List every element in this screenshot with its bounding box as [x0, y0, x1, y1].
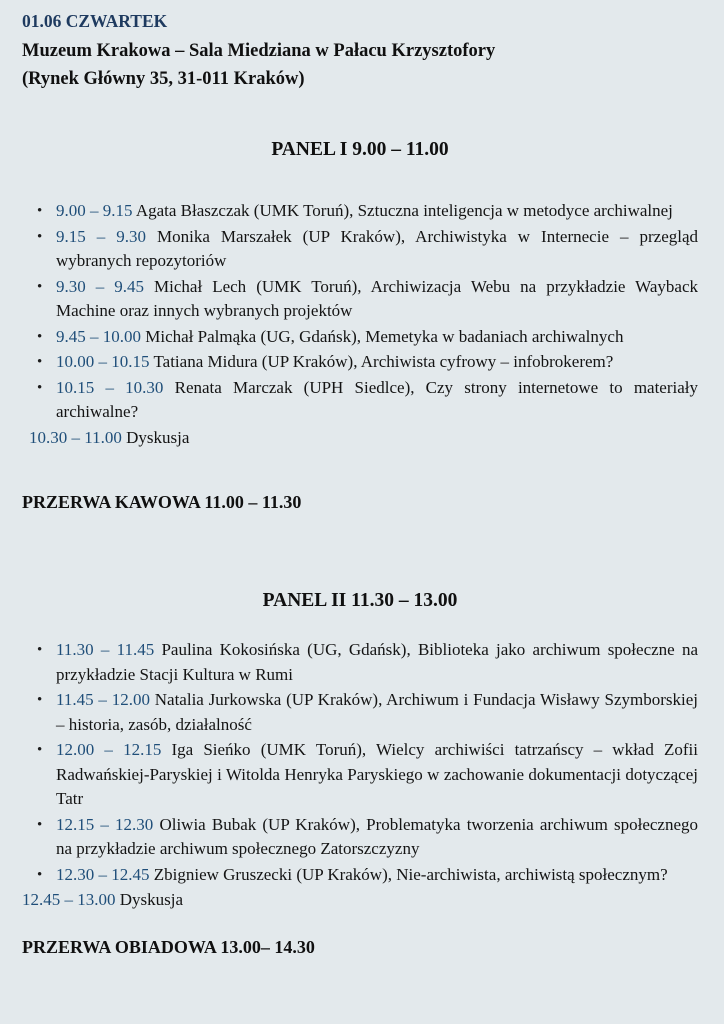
discussion-label: Dyskusja — [119, 890, 184, 909]
lunch-break-heading: PRZERWA OBIADOWA 13.00– 14.30 — [22, 936, 315, 957]
panel2-discussion — [22, 888, 698, 913]
venue-block — [22, 37, 698, 93]
session-text: Iga Sieńko (UMK Toruń), Wielcy archiwiści tatrzańscy – wkład Zofii Radwańskiej-Paryskiej i Witolda Henryka Paryskiego w zachowanie dokumentacji dotyczącej Tatr — [56, 740, 698, 808]
session-text: Oliwia Bubak (UP Kraków), Problematyka tworzenia archiwum społecznego na przykładzie archiwum społecznego Zatorszczyzny — [56, 814, 699, 858]
session-time: 10.15 – 10.30 — [56, 377, 164, 397]
coffee-break-heading: PRZERWA KAWOWA 11.00 – 11.30 — [22, 492, 302, 512]
session-text: Monika Marszałek (UP Kraków), Archiwistyka w Internecie – przegląd wybranych repozytoriów — [56, 226, 699, 270]
session-time: 9.30 – 9.45 — [56, 276, 145, 296]
discussion-time: 10.30 – 11.00 — [29, 427, 122, 447]
session-time: 9.15 – 9.30 — [56, 226, 146, 246]
session-item — [35, 863, 698, 888]
session-item — [35, 688, 698, 737]
session-text: Renata Marczak (UPH Siedlce), Czy strony internetowe to materiały archiwalne? — [56, 377, 699, 421]
session-time: 12.30 – 12.45 — [56, 864, 150, 884]
session-time: 11.30 – 11.45 — [56, 640, 155, 659]
session-item — [35, 350, 698, 375]
session-time: 10.00 – 10.15 — [56, 352, 150, 371]
session-item — [35, 225, 698, 274]
panel1-discussion — [29, 426, 698, 451]
session-text: Michał Palmąka (UG, Gdańsk), Memetyka w badaniach archiwalnych — [145, 326, 624, 346]
session-item — [35, 325, 698, 350]
panel2-session-list — [22, 638, 698, 887]
venue-name: Muzeum Krakowa – Sala Miedziana w Pałacu Krzysztofory — [22, 41, 496, 61]
session-time: 9.00 – 9.15 — [56, 201, 133, 220]
session-text: Michał Lech (UMK Toruń), Archiwizacja Webu na przykładzie Wayback Machine oraz innych wybranych projektów — [56, 276, 699, 320]
session-item — [35, 638, 698, 687]
session-item — [35, 738, 698, 812]
discussion-time: 12.45 – 13.00 — [22, 890, 116, 909]
session-time: 9.45 – 10.00 — [56, 326, 141, 346]
session-item — [35, 199, 698, 224]
session-item — [35, 275, 698, 324]
session-text: Tatiana Midura (UP Kraków), Archiwista cyfrowy – infobrokerem? — [153, 352, 614, 371]
panel2-title: PANEL II 11.30 – 13.00 — [262, 590, 458, 611]
session-item — [35, 813, 698, 862]
session-text: Paulina Kokosińska (UG, Gdańsk), Biblioteka jako archiwum społeczne na przykładzie Stacji Kultura w Rumi — [56, 640, 698, 684]
date-heading: 01.06 CZWARTEK — [22, 11, 168, 31]
session-time: 11.45 – 12.00 — [56, 690, 150, 709]
panel1-title: PANEL I 9.00 – 11.00 — [271, 139, 449, 160]
session-item — [35, 376, 698, 425]
venue-address: (Rynek Główny 35, 31-011 Kraków) — [22, 69, 305, 89]
session-time: 12.00 – 12.15 — [56, 740, 162, 759]
session-time: 12.15 – 12.30 — [56, 814, 154, 834]
discussion-label: Dyskusja — [126, 427, 190, 447]
session-text: Natalia Jurkowska (UP Kraków), Archiwum i Fundacja Wisławy Szymborskiej – historia, zasób, działalność — [56, 690, 699, 734]
session-text: Agata Błaszczak (UMK Toruń), Sztuczna inteligencja w metodyce archiwalnej — [135, 201, 673, 220]
session-text: Zbigniew Gruszecki (UP Kraków), Nie-archiwista, archiwistą społecznym? — [153, 864, 668, 884]
panel1-session-list — [22, 199, 698, 425]
